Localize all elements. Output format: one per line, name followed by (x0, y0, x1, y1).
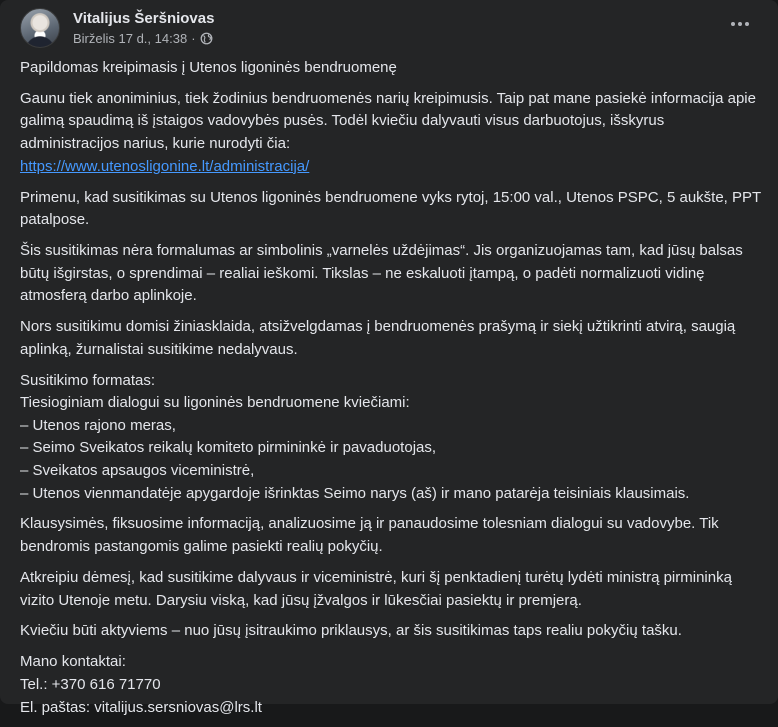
post-header (20, 6, 214, 50)
list-item: – Seimo Sveikatos reikalų komiteto pirmininkė ir pavaduotojas, (20, 439, 437, 457)
administration-link[interactable]: https://www.utenosligonine.lt/administracija/ (20, 157, 310, 175)
format-title: Susitikimo formatas: (20, 371, 156, 389)
list-item: – Sveikatos apsaugos viceministrė, (20, 461, 255, 479)
post-paragraph-text: Gaunu tiek anoniminius, tiek žodinius bendruomenės narių kreipimusis. Taip pat mane pasiekė informacija apie galimą spaudimą iš įstaigos vadovybės pusės. Todėl kviečiu dalyvauti visus darbuotojus, išskyrus administracijos narius, kurie nurodyti čia: (20, 89, 756, 153)
phone-number: Tel.: +370 616 71770 (20, 675, 161, 693)
post-paragraph: Šis susitikimas nėra formalumas ar simbolinis „varnelės uždėjimas“. Jis organizuojamas tam, kad jūsų balsas būtų išgirstas, o sprendimai – realiai ieškomi. Tikslas – ne eskaluoti įtampą, o padėti normalizuoti vidinę atmosferą darbo aplinkoje. (20, 242, 743, 305)
post-paragraph: Primenu, kad susitikimas su Utenos ligoninės bendruomene vyks rytoj, 15:00 val., Utenos PSPC, 5 aukšte, PPT patalpose. (20, 188, 761, 229)
post-meta (73, 9, 214, 47)
avatar[interactable] (20, 8, 60, 48)
post-paragraph: Nors susitikimu domisi žiniasklaida, atsižvelgdamas į bendruomenės prašymą ir siekį užtikrinti atvirą, saugią aplinką, žurnalistai susitikime nedalyvaus. (20, 318, 736, 358)
post-title: Papildomas kreipimasis į Utenos ligoninės bendruomenę (20, 59, 397, 76)
more-dot (745, 22, 749, 26)
post-body (20, 57, 762, 727)
post-paragraph: Atkreipiu dėmesį, kad susitikime dalyvaus ir viceministrė, kuri šį penktadienį turėtų lydėti ministrą pirmininką vizito Utenoje metu. Darysiu viską, kad jūsų įžvalgos ir lūkesčiai pasiektų ir premjerą. (20, 568, 732, 609)
more-dot (738, 22, 742, 26)
list-item: – Utenos rajono meras, (20, 416, 176, 434)
contacts-section (20, 651, 762, 719)
post-paragraph (20, 88, 762, 178)
list-item: – Utenos vienmandatėje apygardoje išrinktas Seimo narys (aš) ir mano patarėja teisiniais klausimais. (20, 484, 690, 502)
globe-icon[interactable] (200, 32, 213, 45)
more-options-icon (731, 22, 735, 26)
format-intro: Tiesioginiam dialogui su ligoninės bendruomene kviečiami: (20, 394, 410, 412)
email-address: El. paštas: vitalijus.sersniovas@lrs.lt (20, 698, 262, 716)
format-section (20, 370, 762, 506)
separator-dot: · (191, 31, 196, 46)
post-timestamp[interactable]: Birželis 17 d., 14:38 (73, 31, 188, 46)
author-name[interactable]: Vitalijus Šeršniovas (73, 10, 215, 27)
post-subline (73, 30, 214, 47)
post-paragraph: Klausysimės, fiksuosime informaciją, analizuosime ją ir panaudosime tolesniam dialogui su vadovybe. Tik bendromis pastangomis galime pasiekti realių pokyčių. (20, 515, 719, 556)
post-paragraph: Kviečiu būti aktyviems – nuo jūsų įsitraukimo priklausys, ar šis susitikimas taps realiu pokyčių tašku. (20, 622, 682, 640)
more-options-button[interactable] (722, 10, 758, 38)
contacts-title: Mano kontaktai: (20, 653, 126, 671)
